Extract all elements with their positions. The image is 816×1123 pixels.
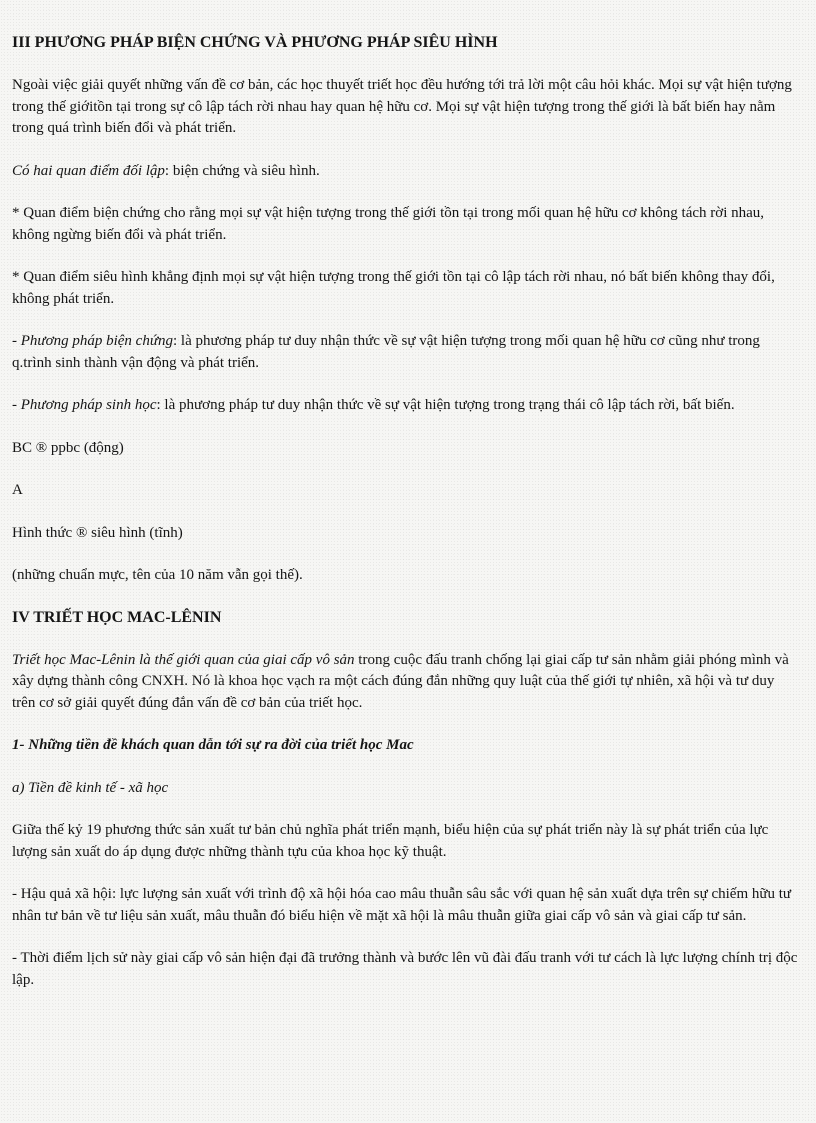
history-paragraph: - Thời điểm lịch sử này giai cấp vô sản hiện đại đã trưởng thành và bước lên vũ đài đấu tranh với tư cách là lực lượng chính trị độc lập. <box>12 950 798 988</box>
metaphysic-view-paragraph: * Quan điểm siêu hình khẳng định mọi sự vật hiện tượng trong thế giới tồn tại cô lập tách rời nhau, nó bất biến không thay đổi, không phát triển. <box>12 269 775 307</box>
biology-method-text: : là phương pháp tư duy nhận thức về sự vật hiện tượng trong trạng thái cô lập tách rời, bất biến. <box>156 397 735 413</box>
economic-paragraph: Giữa thế kỷ 19 phương thức sản xuất tư bản chủ nghĩa phát triển mạnh, biểu hiện của sự phát triển này là sự phát triển của lực lượng sản xuất do áp dụng được những thành tựu của khoa học kỹ thuật. <box>12 822 769 860</box>
marxism-definition-text: trong cuộc đấu tranh chống lại giai cấp tư sản nhằm giải phóng mình và xây dựng thành công CNXH. Nó là khoa học vạch ra một cách đúng đắn những quy luật của thế giới tự nhiên, xã hội và tư duy trên cơ sở giải quyết đúng đắn vấn đề cơ bản của triết học. <box>12 651 789 711</box>
two-views-paragraph <box>12 161 800 183</box>
social-paragraph: - Hậu quả xã hội: lực lượng sản xuất với trình độ xã hội hóa cao mâu thuẫn sâu sắc với quan hệ sản xuất dựa trên sự chiếm hữu tư nhân tư bản về tư liệu sản xuất, mâu thuẫn đó biểu hiện về mặt xã hội là mâu thuẫn giữa giai cấp vô sản và giai cấp tư sản. <box>12 886 792 924</box>
two-views-italic: Có hai quan điểm đối lập <box>12 162 165 179</box>
section-heading-marxism: IV TRIẾT HỌC MAC-LÊNIN <box>12 608 222 626</box>
intro-paragraph: Ngoài việc giải quyết những vấn đề cơ bản, các học thuyết triết học đều hướng tới trả lời một câu hỏi khác. Mọi sự vật hiện tượng trong thế giớitồn tại trong sự cô lập tách rời nhau hay quan hệ hữu cơ. Mọi sự vật hiện tượng trong thế giới là bất biến hay nằm trong quá trình biến đổi và phát triển. <box>12 77 792 136</box>
dialectic-view-paragraph: * Quan điểm biện chứng cho rằng mọi sự vật hiện tượng trong thế giới tồn tại trong mối quan hệ hữu cơ không tách rời nhau, không ngừng biến đổi và phát triển. <box>12 205 765 243</box>
biology-method-term: - Phương pháp sinh học <box>12 397 157 413</box>
note-line: (những chuẩn mực, tên của 10 năm vẫn gọi thế). <box>12 567 303 583</box>
section-heading-dialectics: III PHƯƠNG PHÁP BIỆN CHỨNG VÀ PHƯƠNG PHÁP SIÊU HÌNH <box>12 34 498 51</box>
dialectic-method-paragraph <box>12 331 800 374</box>
two-views-text: : biện chứng và siêu hình. <box>164 162 320 179</box>
form-line: Hình thức ® siêu hình (tĩnh) <box>12 524 183 541</box>
bc-line: BC ® ppbc (động) <box>12 439 124 456</box>
biology-method-paragraph <box>12 395 800 417</box>
a-line: A <box>12 482 23 498</box>
marxism-definition-italic: Triết học Mac-Lênin là thế giới quan của giai cấp vô sản <box>12 651 355 668</box>
marxism-definition-paragraph <box>12 650 800 715</box>
dialectic-method-term: - Phương pháp biện chứng <box>12 333 174 349</box>
subheading-economic: a) Tiền đề kinh tế - xã học <box>12 779 169 796</box>
subheading-premises: 1- Những tiền đề khách quan dẫn tới sự ra đời của triết học Mac <box>12 737 414 753</box>
dialectic-method-text: : là phương pháp tư duy nhận thức về sự vật hiện tượng trong mối quan hệ hữu cơ cũng như trong q.trình sinh thành vận động và phát triển. <box>12 333 760 371</box>
